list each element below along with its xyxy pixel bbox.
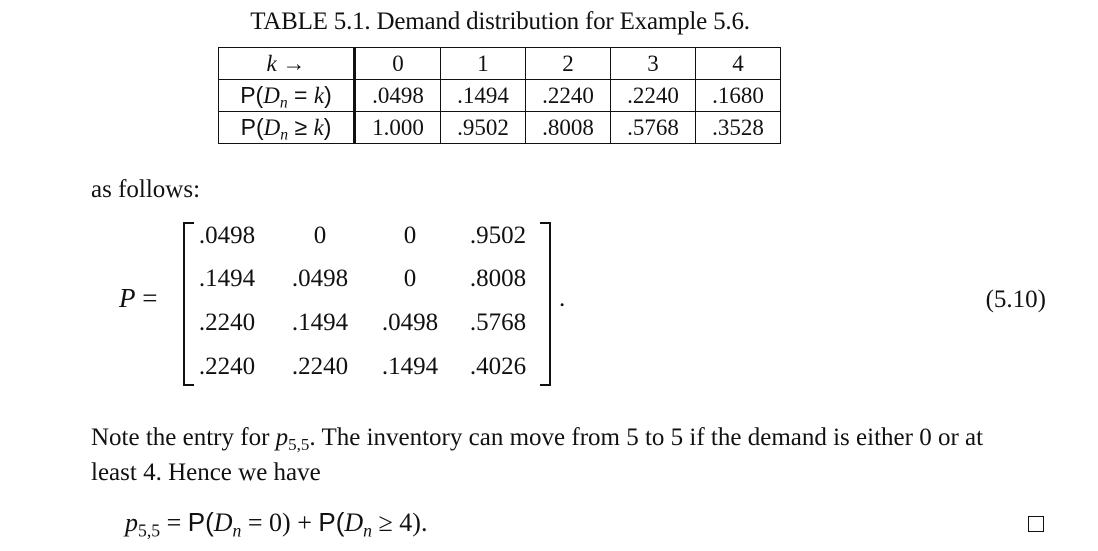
- label-var: D: [263, 115, 281, 140]
- matrix-cell: .2240: [291, 353, 349, 380]
- table-cell: 2: [526, 48, 611, 80]
- matrix-cell: .0498: [381, 309, 439, 336]
- label-close: ): [323, 114, 332, 140]
- eq-term2-open: P(: [318, 507, 345, 537]
- matrix-cell: .2240: [198, 353, 256, 380]
- matrix-name: P: [119, 283, 136, 313]
- matrix-cell: .0498: [198, 222, 256, 249]
- paragraph-note-line2: least 4. Hence we have: [91, 459, 321, 486]
- note-after: . The inventory can move from 5 to 5 if the demand is either 0 or at: [309, 424, 984, 451]
- label-k: k: [313, 83, 325, 108]
- table-header-row: [219, 48, 781, 80]
- eq-lhs-var: p: [125, 508, 138, 537]
- matrix-cell: .9502: [469, 222, 527, 249]
- matrix-cell: 0: [313, 222, 327, 249]
- matrix-row: [183, 222, 551, 252]
- table-row: [219, 80, 781, 112]
- qed-box-icon: [1028, 516, 1044, 532]
- demand-distribution-table: [218, 47, 781, 144]
- matrix-row: [183, 265, 551, 295]
- table-cell: 4: [696, 48, 781, 80]
- table-cell: .2240: [611, 80, 696, 112]
- table-cell: .1494: [441, 80, 526, 112]
- label-sub: n: [279, 94, 288, 112]
- eq-term2-sub: n: [363, 520, 373, 541]
- label-relation: =: [287, 82, 314, 108]
- final-equation: [125, 507, 428, 541]
- matrix-cell: .1494: [291, 309, 349, 336]
- table-cell: .3528: [696, 112, 781, 144]
- table-cell: .2240: [526, 80, 611, 112]
- transition-matrix: [183, 222, 551, 384]
- matrix-row: [183, 353, 551, 383]
- eq-term1-sub: n: [232, 520, 242, 541]
- label-relation: ≥: [288, 114, 314, 140]
- eq-term1-open: P(: [187, 507, 214, 537]
- table-cell: .9502: [441, 112, 526, 144]
- eq-lhs-sub: 5,5: [138, 520, 161, 541]
- label-close: ): [324, 82, 332, 108]
- paragraph-as-follows: as follows:: [91, 176, 201, 203]
- label-prefix: P(: [240, 114, 264, 140]
- matrix-cell: 0: [403, 265, 417, 292]
- paragraph-note: [91, 421, 1051, 455]
- label-var: D: [263, 83, 280, 108]
- eq-term2-rest: ≥ 4).: [372, 508, 428, 537]
- row-label-tail: [219, 112, 355, 144]
- note-var: p: [275, 424, 289, 451]
- table-cell: 0: [355, 48, 441, 80]
- note-sub: 5,5: [288, 435, 310, 455]
- table-cell: .5768: [611, 112, 696, 144]
- eq-term1-var: D: [213, 508, 233, 537]
- matrix-period: .: [559, 285, 566, 312]
- note-before: Note the entry for: [91, 424, 276, 451]
- matrix-equals: =: [135, 283, 158, 313]
- table-cell: .1680: [696, 80, 781, 112]
- matrix-cell: .1494: [198, 265, 256, 292]
- k-header-label: k →: [266, 51, 306, 76]
- matrix-cell: .0498: [291, 265, 349, 292]
- table-cell: .0498: [355, 80, 441, 112]
- matrix-cell: .4026: [469, 353, 527, 380]
- matrix-row: [183, 309, 551, 339]
- k-header-cell: [219, 48, 355, 80]
- matrix-cell: .5768: [469, 309, 527, 336]
- label-sub: n: [280, 126, 289, 144]
- table-cell: 1.000: [355, 112, 441, 144]
- eq-term1-rest: = 0): [241, 508, 291, 537]
- matrix-cell: .1494: [381, 353, 439, 380]
- eq-term2-var: D: [344, 508, 364, 537]
- table-caption: TABLE 5.1. Demand distribution for Example 5.6.: [250, 8, 750, 35]
- table-cell: .8008: [526, 112, 611, 144]
- matrix-cell: .8008: [469, 265, 527, 292]
- label-k: k: [313, 115, 324, 140]
- table-cell: 1: [441, 48, 526, 80]
- eq-plus: +: [290, 508, 319, 537]
- row-label-pmf: [219, 80, 355, 112]
- matrix-cell: 0: [403, 222, 417, 249]
- eq-equals: =: [160, 508, 188, 537]
- equation-number: (5.10): [985, 286, 1046, 313]
- table-row: [219, 112, 781, 144]
- table-cell: 3: [611, 48, 696, 80]
- matrix-cell: .2240: [198, 309, 256, 336]
- matrix-label: [119, 283, 157, 314]
- label-prefix: P(: [240, 82, 264, 108]
